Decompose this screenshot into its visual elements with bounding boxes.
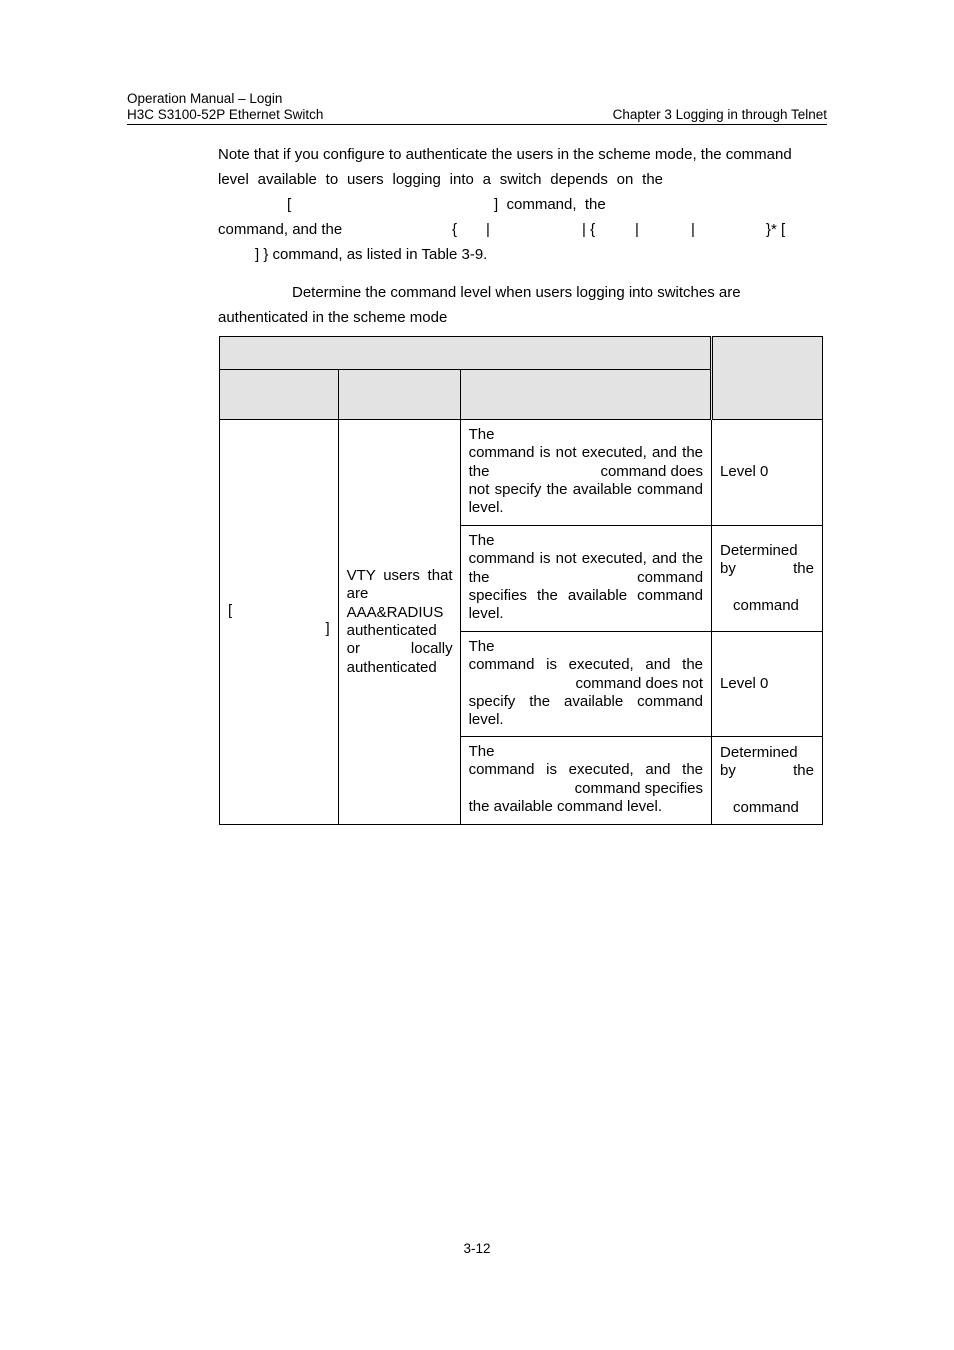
condition-text — [461, 526, 711, 629]
header-rule — [127, 124, 827, 125]
user-type-cell — [338, 420, 460, 825]
intro-line-4-end: }* [ — [766, 221, 786, 238]
condition-line-4: not specify the available command level. — [468, 480, 704, 517]
intro-line-4-pipe-3: | — [635, 221, 639, 238]
condition-text — [461, 420, 711, 523]
condition-cell — [460, 632, 711, 737]
condition-cell — [460, 737, 711, 825]
level-value — [712, 744, 822, 817]
header-cell-auth-mode — [220, 370, 339, 420]
intro-line-1: Note that if you configure to authenticate the users in the scheme mode, the command — [218, 146, 792, 163]
intro-line-2: level available to users logging into a switch depends on the — [218, 171, 663, 188]
intro-line-5: ] } command, as listed in Table 3-9. — [255, 246, 488, 263]
level-value — [712, 542, 822, 615]
header-cell-command — [460, 370, 711, 420]
level-value: Level 0 — [720, 463, 769, 481]
auth-mode-cell — [220, 420, 339, 825]
header-cell-user-type — [338, 370, 460, 420]
condition-line-3: the command does — [468, 462, 704, 480]
level-value-line-2: command — [733, 798, 799, 816]
condition-text — [461, 632, 711, 735]
level-cell — [712, 737, 823, 825]
intro-line-4-text: command, and the — [218, 221, 343, 238]
intro-line-4-pipe-2: | { — [582, 221, 596, 238]
condition-cell — [460, 420, 711, 526]
condition-line-1: The — [468, 743, 495, 760]
page-number: 3-12 — [463, 1241, 491, 1256]
condition-line-4: specifies the available command level. — [468, 586, 704, 623]
header-cell-level — [712, 337, 823, 420]
condition-line-1: The — [468, 426, 495, 443]
intro-line-4-brace: { — [452, 221, 458, 238]
condition-text — [461, 737, 711, 822]
level-value-line-1: Determined by the — [720, 744, 814, 780]
intro-line-3-text: ] command, the — [494, 196, 606, 213]
condition-line-3: the command — [468, 568, 704, 586]
command-level-table — [219, 336, 823, 825]
condition-line-2: command is not executed, and the — [468, 550, 704, 568]
level-value-line-1: Determined by the — [720, 542, 814, 578]
header-cell-scenario — [220, 337, 712, 370]
level-cell — [712, 420, 823, 526]
intro-line-3-bracket: [ — [287, 196, 292, 213]
level-cell — [712, 632, 823, 737]
condition-line-2: command is executed, and the — [468, 656, 704, 674]
intro-line-4-pipe-4: | — [691, 221, 695, 238]
auth-mode-command — [228, 602, 330, 642]
level-value: Level 0 — [720, 674, 769, 692]
condition-line-2: command is not executed, and the — [468, 444, 704, 462]
condition-line-4: the available command level. — [468, 797, 663, 815]
condition-line-4: specify the available command level. — [468, 692, 704, 729]
header-product-name: H3C S3100-52P Ethernet Switch — [127, 107, 324, 122]
caption-line-1: Determine the command level when users logging into switches are — [292, 284, 741, 301]
table-header-row-1 — [220, 337, 823, 370]
table-row — [220, 420, 823, 526]
header-chapter-title: Chapter 3 Logging in through Telnet — [612, 107, 827, 122]
header-manual-title: Operation Manual – Login — [127, 91, 283, 106]
intro-line-4-pipe-1: | — [486, 221, 490, 238]
user-type-text: VTY users that are AAA&RADIUS authenticated or locally authenticated — [346, 567, 453, 676]
condition-line-2: command is executed, and the — [468, 761, 704, 779]
table-caption — [218, 280, 827, 330]
condition-line-3: command does not — [575, 674, 704, 692]
level-cell — [712, 526, 823, 632]
intro-paragraph — [218, 142, 827, 267]
level-value-line-2: command — [733, 596, 799, 614]
condition-line-1: The — [468, 638, 495, 655]
auth-mode-bracket-open: [ — [228, 602, 233, 619]
condition-cell — [460, 526, 711, 632]
condition-line-1: The — [468, 532, 495, 549]
auth-mode-bracket-close: ] — [325, 620, 330, 637]
condition-line-3: command specifies — [574, 779, 704, 797]
caption-line-2: authenticated in the scheme mode — [218, 309, 448, 326]
